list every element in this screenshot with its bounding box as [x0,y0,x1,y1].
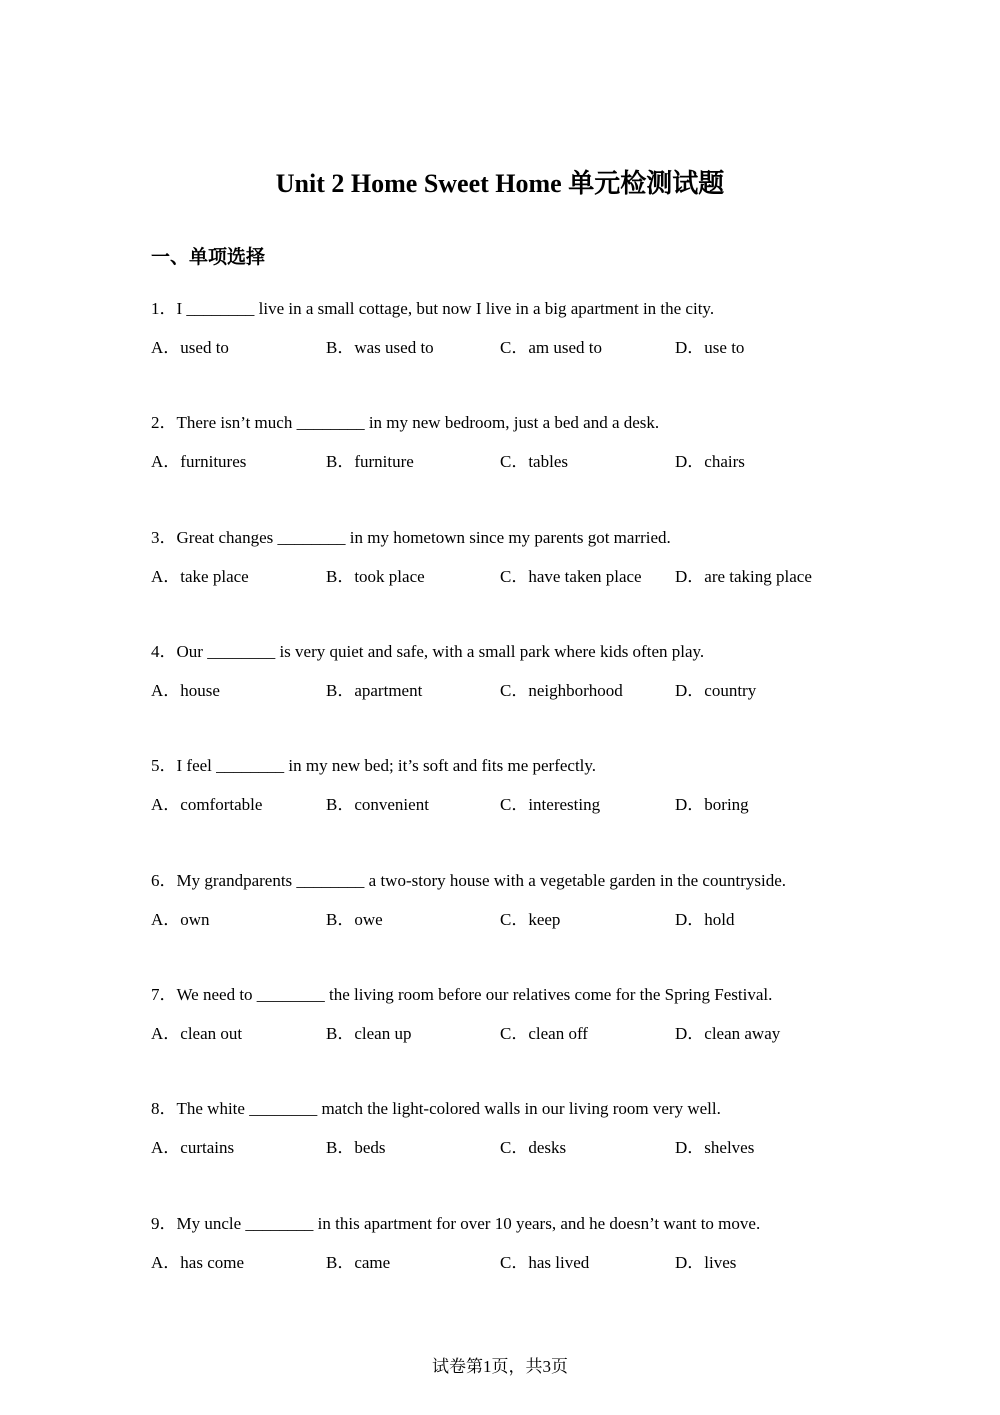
option-c: C．tables [500,452,568,471]
option-a: A．own [151,910,210,929]
question-stem: 5．I feel ________ in my new bed; it’s soft and fits me perfectly. [151,756,597,775]
option-row [151,451,851,473]
question-item [151,984,851,1045]
option-d: D．use to [675,338,745,357]
option-a: A．comfortable [151,795,263,814]
option-b: B．owe [326,910,383,929]
question-item [151,641,851,702]
option-row [151,680,851,702]
question-item [151,412,851,473]
option-a: A．has come [151,1253,245,1272]
option-c: C．desks [500,1138,567,1157]
option-a: A．take place [151,567,249,586]
option-a: A．used to [151,338,229,357]
question-stem: 1．I ________ live in a small cottage, but now I live in a big apartment in the city. [151,299,715,318]
question-stem: 3．Great changes ________ in my hometown since my parents got married. [151,528,671,547]
question-item [151,298,851,359]
option-d: D．boring [675,795,749,814]
section-heading: 一、单项选择 [151,246,266,268]
option-b: B．furniture [326,452,414,471]
option-b: B．convenient [326,795,429,814]
option-row [151,794,851,816]
option-b: B．clean up [326,1024,412,1043]
question-stem: 6．My grandparents ________ a two-story house with a vegetable garden in the countryside. [151,871,786,890]
option-a: A．house [151,681,220,700]
option-d: D．shelves [675,1138,755,1157]
option-c: C．have taken place [500,567,642,586]
option-a: A．clean out [151,1024,243,1043]
option-d: D．hold [675,910,735,929]
option-d: D．are taking place [675,567,812,586]
question-item [151,755,851,816]
option-d: D．clean away [675,1024,781,1043]
option-d: D．country [675,681,757,700]
page-title: Unit 2 Home Sweet Home 单元检测试题 [275,169,725,198]
question-item [151,1098,851,1159]
option-c: C．has lived [500,1253,590,1272]
option-c: C．keep [500,910,561,929]
option-a: A．furnitures [151,452,247,471]
question-stem: 9．My uncle ________ in this apartment for over 10 years, and he doesn’t want to move. [151,1214,761,1233]
question-item [151,1213,851,1274]
option-row [151,1252,851,1274]
question-item [151,870,851,931]
question-stem: 7．We need to ________ the living room before our relatives come for the Spring Festival. [151,985,773,1004]
option-d: D．chairs [675,452,745,471]
option-c: C．am used to [500,338,602,357]
option-c: C．interesting [500,795,601,814]
option-row [151,1023,851,1045]
option-row [151,337,851,359]
option-b: B．came [326,1253,391,1272]
option-row [151,1137,851,1159]
option-c: C．neighborhood [500,681,623,700]
question-stem: 2．There isn’t much ________ in my new bedroom, just a bed and a desk. [151,413,660,432]
option-c: C．clean off [500,1024,588,1043]
question-item [151,527,851,588]
option-row [151,909,851,931]
option-b: B．took place [326,567,425,586]
question-stem: 4．Our ________ is very quiet and safe, with a small park where kids often play. [151,642,705,661]
option-b: B．apartment [326,681,423,700]
option-a: A．curtains [151,1138,235,1157]
question-stem: 8．The white ________ match the light-colored walls in our living room very well. [151,1099,721,1118]
option-b: B．beds [326,1138,386,1157]
option-d: D．lives [675,1253,737,1272]
option-row [151,566,851,588]
option-b: B．was used to [326,338,434,357]
page-footer: 试卷第1页，共3页 [432,1357,568,1376]
